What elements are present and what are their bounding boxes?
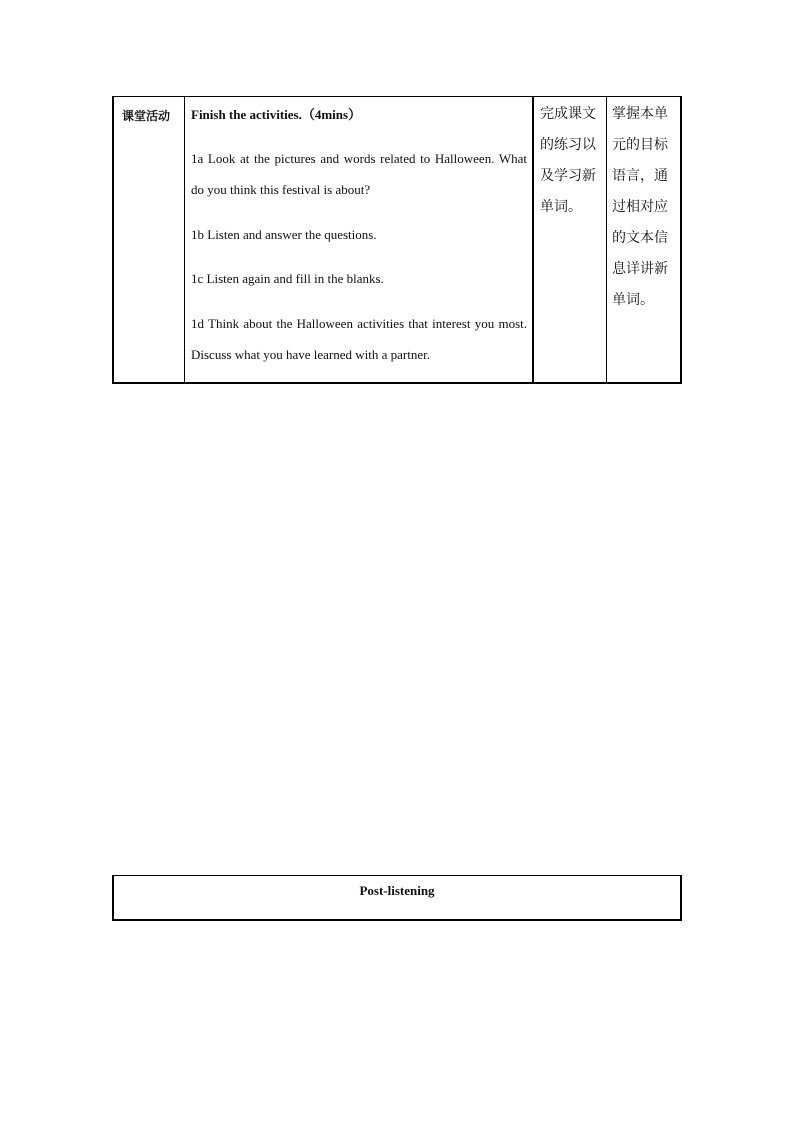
section-label: 课堂活动: [122, 109, 171, 123]
column-divider: [606, 97, 607, 382]
column-divider: [532, 97, 534, 382]
design-intent-cell: 掌握本单元的目标语言，通过相对应的文本信息详讲新单词。: [612, 106, 668, 308]
post-listening-title: Post-listening: [359, 883, 435, 898]
activity-table: [112, 96, 682, 384]
activity-title: Finish the activities.（4mins）: [191, 107, 362, 122]
activity-item-1d: 1d Think about the Halloween activities that interest you most. Discuss what you have learned with a partner.: [191, 316, 527, 362]
student-activity-cell: 完成课文的练习以及学习新单词。: [540, 106, 596, 215]
post-listening-table: [112, 875, 682, 921]
activity-item-1a: 1a Look at the pictures and words related to Halloween. What do you think this festival is about?: [191, 151, 527, 197]
activity-item-1b: 1b Listen and answer the questions.: [191, 227, 377, 242]
activity-item-1c: 1c Listen again and fill in the blanks.: [191, 271, 384, 286]
column-divider: [184, 97, 185, 382]
